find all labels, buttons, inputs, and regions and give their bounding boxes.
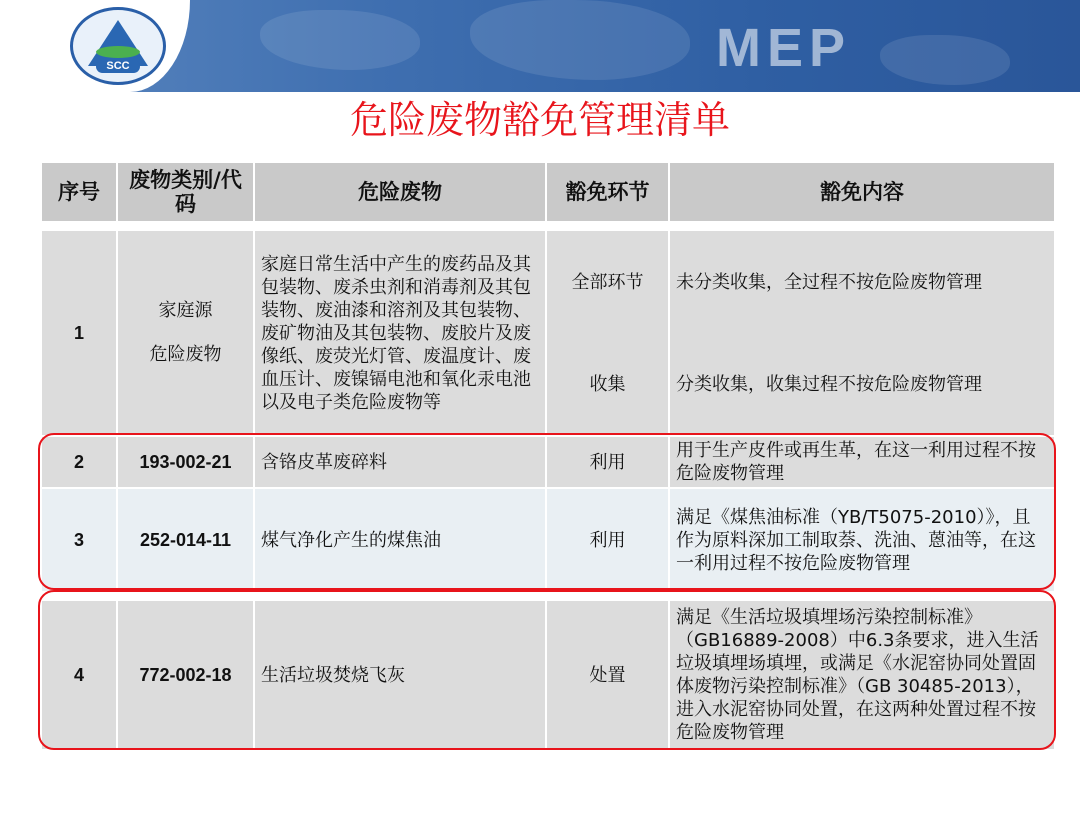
logo-text: SCC <box>96 60 140 73</box>
row-stage: 利用 <box>546 488 669 592</box>
row-waste: 生活垃圾焚烧飞灰 <box>254 600 546 750</box>
row-code <box>117 230 254 436</box>
row-stage-2: 收集 <box>589 374 626 395</box>
map-continent-shape <box>470 0 690 80</box>
header-no: 序号 <box>41 162 117 222</box>
row-content: 满足《煤焦油标准（YB/T5075-2010）》，且作为原料深加工制取萘、洗油、蒽油等，在这一利用过程不按危险废物管理 <box>669 488 1055 592</box>
table-header-row <box>41 162 1055 222</box>
row-waste: 家庭日常生活中产生的废药品及其包装物、废杀虫剂和消毒剂及其包装物、废油漆和溶剂及其包装物、废矿物油及其包装物、废胶片及废像纸、废荧光灯管、废温度计、废血压计、废镍镉电池和氧化汞电池以及电子类危险废物等 <box>254 230 546 436</box>
table-row <box>41 488 1055 592</box>
header-waste: 危险废物 <box>254 162 546 222</box>
table-row <box>41 230 1055 436</box>
row-no: 4 <box>41 600 117 750</box>
row-stage: 处置 <box>546 600 669 750</box>
row-waste: 含铬皮革废碎料 <box>254 436 546 488</box>
page-title: 危险废物豁免管理清单 <box>349 98 730 142</box>
row-content: 满足《生活垃圾填埋场污染控制标准》（GB16889-2008）中6.3条要求，进入生活垃圾填埋场填埋，或满足《水泥窑协同处置固体废物污染控制标准》（GB 30485-2013），进入水泥窑协同处置，在这两种处置过程不按危险废物管理 <box>669 600 1055 750</box>
map-continent-shape <box>880 35 1010 85</box>
header-stage: 豁免环节 <box>546 162 669 222</box>
logo-wave-icon <box>96 46 140 58</box>
table-row <box>41 600 1055 750</box>
row-stage <box>546 230 669 436</box>
row-no: 3 <box>41 488 117 592</box>
row-no: 1 <box>41 230 117 436</box>
exemption-table <box>40 161 1056 751</box>
row-content <box>669 230 1055 436</box>
row-no: 2 <box>41 436 117 488</box>
table-row <box>41 436 1055 488</box>
header-code: 废物类别/代码 <box>117 162 254 222</box>
row-code-line2: 危险废物 <box>149 344 222 365</box>
row-content-2: 分类收集，收集过程不按危险废物管理 <box>676 374 982 395</box>
row-stage: 利用 <box>546 436 669 488</box>
row-code: 252-014-11 <box>117 488 254 592</box>
row-code-line1: 家庭源 <box>158 300 213 321</box>
row-stage-1: 全部环节 <box>571 272 644 293</box>
header-content: 豁免内容 <box>669 162 1055 222</box>
map-continent-shape <box>260 10 420 70</box>
row-waste: 煤气净化产生的煤焦油 <box>254 488 546 592</box>
row-content: 用于生产皮件或再生革，在这一利用过程不按危险废物管理 <box>669 436 1055 488</box>
row-code: 193-002-21 <box>117 436 254 488</box>
row-code: 772-002-18 <box>117 600 254 750</box>
row-content-1: 未分类收集，全过程不按危险废物管理 <box>676 272 982 293</box>
brand-watermark: MEP <box>716 18 852 78</box>
